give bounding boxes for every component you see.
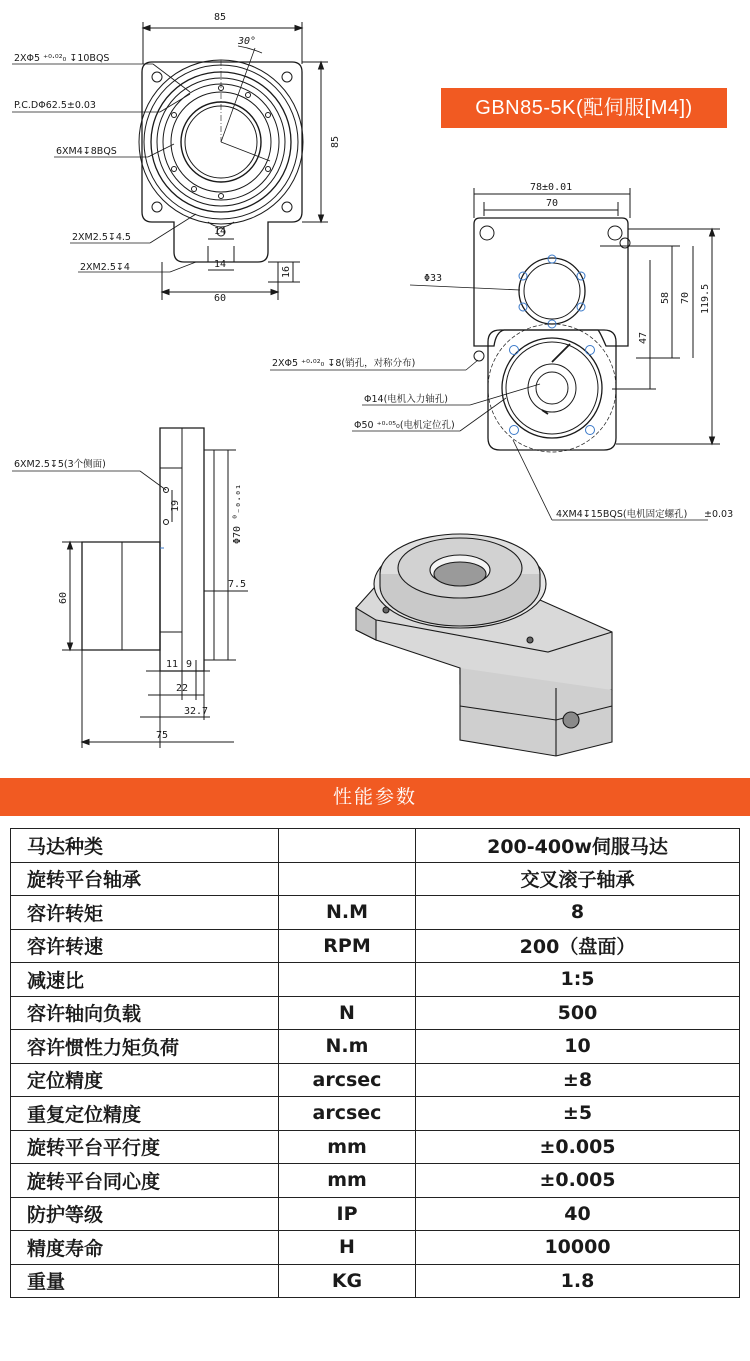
spec-name: 容许转速 xyxy=(11,929,279,963)
spec-value: ±8 xyxy=(416,1063,740,1097)
table-row xyxy=(11,896,740,930)
table-row xyxy=(11,1030,740,1064)
spec-unit: N.M xyxy=(279,896,416,930)
dim-16: 16 xyxy=(281,265,292,278)
dim-85-width: 85 xyxy=(214,12,227,23)
note-pcd: P.C.DΦ62.5±0.03 xyxy=(14,100,96,111)
spec-name: 旋转平台平行度 xyxy=(11,1130,279,1164)
spec-value: 200（盘面） xyxy=(416,929,740,963)
isometric-view xyxy=(356,534,612,756)
spec-name: 精度寿命 xyxy=(11,1231,279,1265)
spec-name: 容许转矩 xyxy=(11,896,279,930)
spec-value: 500 xyxy=(416,996,740,1030)
spec-unit: mm xyxy=(279,1164,416,1198)
spec-name: 容许轴向负载 xyxy=(11,996,279,1030)
spec-value: 1.8 xyxy=(416,1264,740,1298)
dim-14a: 14 xyxy=(214,226,227,237)
note-input-bore: Φ14(电机入力轴孔) xyxy=(364,394,448,405)
spec-name: 重量 xyxy=(11,1264,279,1298)
dim-85-height: 85 xyxy=(330,135,341,148)
dim-7-5: 7.5 xyxy=(228,579,247,590)
note-m4-holes: 6XM4↧8BQS xyxy=(56,146,117,157)
spec-unit: N xyxy=(279,996,416,1030)
bottom-view xyxy=(270,188,720,520)
dim-d70: Φ70 ⁰₋₀.₀₁ xyxy=(232,483,243,544)
dim-70-top: 70 xyxy=(546,198,559,209)
table-row xyxy=(11,1264,740,1298)
dim-side-60: 60 xyxy=(58,591,69,604)
spec-table xyxy=(10,828,740,1298)
note-dowel-pin: 2XΦ5 ⁺⁰·⁰²₀ ↧8(销孔，对称分布) xyxy=(272,358,416,369)
note-mount-holes: 4XM4↧15BQS(电机固定螺孔) xyxy=(556,509,688,520)
spec-unit xyxy=(279,963,416,997)
dim-22: 22 xyxy=(176,683,189,694)
dim-14b: 14 xyxy=(214,259,227,270)
table-row xyxy=(11,929,740,963)
spec-value: 8 xyxy=(416,896,740,930)
dim-47: 47 xyxy=(638,331,649,344)
table-row xyxy=(11,996,740,1030)
dim-angle: 30° xyxy=(238,36,257,47)
table-row xyxy=(11,1130,740,1164)
dim-119-5: 119.5 xyxy=(700,283,711,314)
table-row xyxy=(11,963,740,997)
spec-name: 减速比 xyxy=(11,963,279,997)
note-pcd-tail: ±0.03 xyxy=(704,509,734,520)
dim-78: 78±0.01 xyxy=(530,182,573,193)
note-side-m25: 6XM2.5↧5(3个侧面) xyxy=(14,459,106,470)
spec-unit: RPM xyxy=(279,929,416,963)
table-row xyxy=(11,1097,740,1131)
spec-unit: N.m xyxy=(279,1030,416,1064)
table-row xyxy=(11,829,740,863)
spec-value: 10 xyxy=(416,1030,740,1064)
spec-unit: H xyxy=(279,1231,416,1265)
spec-unit: mm xyxy=(279,1130,416,1164)
note-dowel-holes: 2XΦ5 ⁺⁰·⁰²₀ ↧10BQS xyxy=(14,53,110,64)
spec-value: 交叉滚子轴承 xyxy=(416,862,740,896)
spec-name: 重复定位精度 xyxy=(11,1097,279,1131)
spec-table-body xyxy=(11,829,740,1298)
table-row xyxy=(11,1197,740,1231)
spec-unit xyxy=(279,829,416,863)
note-locating-bore: Φ50 ⁺⁰·⁰⁵₀(电机定位孔) xyxy=(354,420,455,431)
dim-11: 11 xyxy=(166,659,179,670)
spec-name: 马达种类 xyxy=(11,829,279,863)
table-row xyxy=(11,1063,740,1097)
spec-value: 1:5 xyxy=(416,963,740,997)
note-m25-a: 2XM2.5↧4.5 xyxy=(72,232,131,243)
dim-70-side: 70 xyxy=(680,291,691,304)
spec-unit: IP xyxy=(279,1197,416,1231)
spec-name: 旋转平台轴承 xyxy=(11,862,279,896)
dim-19: 19 xyxy=(170,499,181,512)
table-row xyxy=(11,1231,740,1265)
spec-unit xyxy=(279,862,416,896)
spec-value: ±0.005 xyxy=(416,1164,740,1198)
spec-unit: KG xyxy=(279,1264,416,1298)
table-row xyxy=(11,1164,740,1198)
note-m25-b: 2XM2.5↧4 xyxy=(80,262,130,273)
dim-60: 60 xyxy=(214,293,227,304)
spec-name: 容许惯性力矩负荷 xyxy=(11,1030,279,1064)
spec-value: 10000 xyxy=(416,1231,740,1265)
spec-value: ±0.005 xyxy=(416,1130,740,1164)
spec-value: 200-400w伺服马达 xyxy=(416,829,740,863)
spec-unit: arcsec xyxy=(279,1063,416,1097)
model-tag: GBN85-5K(配伺服[M4]) xyxy=(441,88,727,128)
side-view xyxy=(12,428,248,748)
spec-name: 防护等级 xyxy=(11,1197,279,1231)
dim-d33: Φ33 xyxy=(424,273,443,284)
dim-9: 9 xyxy=(186,659,193,670)
spec-name: 旋转平台同心度 xyxy=(11,1164,279,1198)
dim-75: 75 xyxy=(156,730,169,741)
spec-value: ±5 xyxy=(416,1097,740,1131)
spec-heading: 性能参数 xyxy=(0,778,750,816)
dim-32-7: 32.7 xyxy=(184,706,209,717)
spec-value: 40 xyxy=(416,1197,740,1231)
table-row xyxy=(11,862,740,896)
spec-name: 定位精度 xyxy=(11,1063,279,1097)
spec-unit: arcsec xyxy=(279,1097,416,1131)
dim-58: 58 xyxy=(660,291,671,304)
